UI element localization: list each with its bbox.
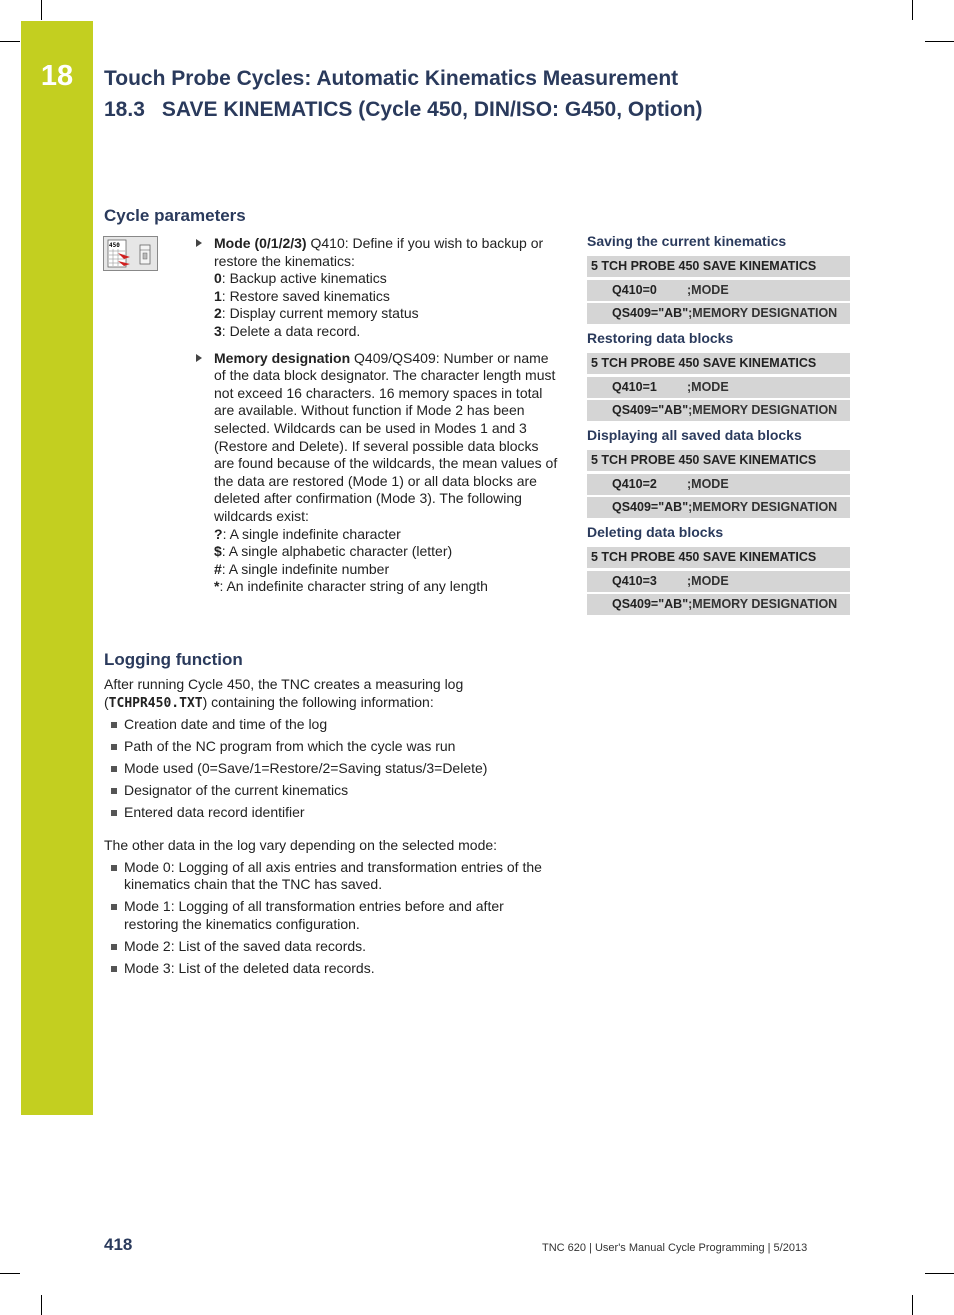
crop-mark [925, 1273, 954, 1274]
logging-section [104, 676, 554, 982]
param-name: Mode (0/1/2/3) [214, 235, 307, 251]
example-delete [587, 523, 850, 615]
param-name: Memory designation [214, 349, 351, 366]
example-display [587, 426, 850, 518]
code-line: 5 TCH PROBE 450 SAVE KINEMATICS [587, 547, 850, 568]
cycle-parameters-heading: Cycle parameters [104, 206, 246, 225]
code-line: 5 TCH PROBE 450 SAVE KINEMATICS [587, 450, 850, 471]
param-memory-designation [196, 350, 558, 596]
log-mode-list [104, 859, 554, 978]
code-line: Q410=3 ;MODE [587, 571, 850, 592]
crop-mark [41, 1295, 42, 1315]
param-option: 2: Display current memory status [214, 305, 419, 322]
nc-examples [587, 232, 850, 620]
cycle-icon-label: 450 [109, 242, 120, 249]
example-title: Deleting data blocks [587, 524, 724, 540]
bullet-square-icon [111, 788, 117, 794]
param-option: $: A single alphabetic character (letter) [214, 543, 453, 560]
param-option: #: A single indefinite number [214, 560, 390, 577]
param-description: Q409/QS409: Number or name of the data block designator. The character length must not exceed 16 characters. 16 memory spaces in total are available. Without function if Mode 2 has been selected. Wildcards can be used in Modes 1 and 3 (Restore and Delete). If several possible data blocks are found because of the wildcards, the mean values of the data are restored (Mode 1) or all data blocks are deleted after confirmation (Mode 3). The following wildcards exist: [214, 349, 558, 524]
crop-mark [925, 41, 954, 42]
code-line: QS409="AB";MEMORY DESIGNATION [587, 303, 850, 324]
chapter-number: 18 [40, 60, 74, 92]
param-option: 1: Restore saved kinematics [214, 287, 390, 304]
bullet-square-icon [111, 904, 117, 910]
list-item: Mode 3: List of the deleted data records. [104, 960, 554, 978]
list-item: Path of the NC program from which the cycle was run [104, 738, 554, 756]
arrow-right-icon [196, 239, 202, 247]
list-item: Mode 2: List of the saved data records. [104, 938, 554, 956]
log-filename: TCHPR450.TXT [108, 695, 203, 711]
param-option: 3: Delete a data record. [214, 322, 361, 339]
example-title: Restoring data blocks [587, 330, 734, 346]
section-title [104, 98, 703, 122]
arrow-right-icon [196, 354, 202, 362]
code-line: Q410=0 ;MODE [587, 280, 850, 301]
list-item: Entered data record identifier [104, 804, 554, 822]
logging-intro: After running Cycle 450, the TNC creates a measuring log (TCHPR450.TXT) containing the following information: [104, 676, 464, 711]
crop-mark [912, 1295, 913, 1315]
code-line: QS409="AB";MEMORY DESIGNATION [587, 400, 850, 421]
code-line: Q410=2 ;MODE [587, 474, 850, 495]
chapter-title: Touch Probe Cycles: Automatic Kinematics Measurement [104, 67, 679, 90]
chapter-sidebar [21, 21, 93, 1115]
code-line: 5 TCH PROBE 450 SAVE KINEMATICS [587, 256, 850, 277]
log-contents-list [104, 716, 554, 822]
list-item: Mode 0: Logging of all axis entries and transformation entries of the kinematics chain that the TNC has saved. [104, 859, 554, 894]
page-number: 418 [104, 1235, 133, 1254]
crop-mark [0, 41, 20, 42]
list-item: Creation date and time of the log [104, 716, 554, 734]
example-restore [587, 329, 850, 421]
bullet-square-icon [111, 810, 117, 816]
section-number: 18.3 [104, 98, 145, 121]
list-item: Designator of the current kinematics [104, 782, 554, 800]
list-item: Mode used (0=Save/1=Restore/2=Saving status/3=Delete) [104, 760, 554, 778]
bullet-square-icon [111, 766, 117, 772]
logging-function-heading: Logging function [104, 650, 243, 669]
footer-text: TNC 620 | User's Manual Cycle Programming | 5/2013 [542, 1242, 808, 1254]
code-line: QS409="AB";MEMORY DESIGNATION [587, 497, 850, 518]
bullet-square-icon [111, 744, 117, 750]
parameter-list [196, 235, 558, 605]
crop-mark [0, 1273, 20, 1274]
crop-mark [41, 0, 42, 20]
example-save [587, 232, 850, 324]
cycle-450-softkey-icon [103, 236, 158, 271]
example-title: Saving the current kinematics [587, 233, 787, 249]
list-item: Mode 1: Logging of all transformation entries before and after restoring the kinematics configuration. [104, 898, 554, 933]
code-line: QS409="AB";MEMORY DESIGNATION [587, 594, 850, 615]
param-mode [196, 235, 558, 341]
param-description: Q410: Define if you wish to backup or restore the kinematics: [214, 235, 544, 269]
logging-mode-intro: The other data in the log vary depending on the selected mode: [104, 837, 498, 854]
param-option: 0: Backup active kinematics [214, 270, 387, 287]
code-line: 5 TCH PROBE 450 SAVE KINEMATICS [587, 353, 850, 374]
param-option: ?: A single indefinite character [214, 525, 401, 542]
bullet-square-icon [111, 722, 117, 728]
bullet-square-icon [111, 966, 117, 972]
example-title: Displaying all saved data blocks [587, 427, 802, 443]
bullet-square-icon [111, 865, 117, 871]
section-title-text: SAVE KINEMATICS (Cycle 450, DIN/ISO: G450, Option) [161, 98, 703, 121]
crop-mark [912, 0, 913, 20]
bullet-square-icon [111, 944, 117, 950]
param-option: *: An indefinite character string of any length [214, 578, 488, 595]
code-line: Q410=1 ;MODE [587, 377, 850, 398]
